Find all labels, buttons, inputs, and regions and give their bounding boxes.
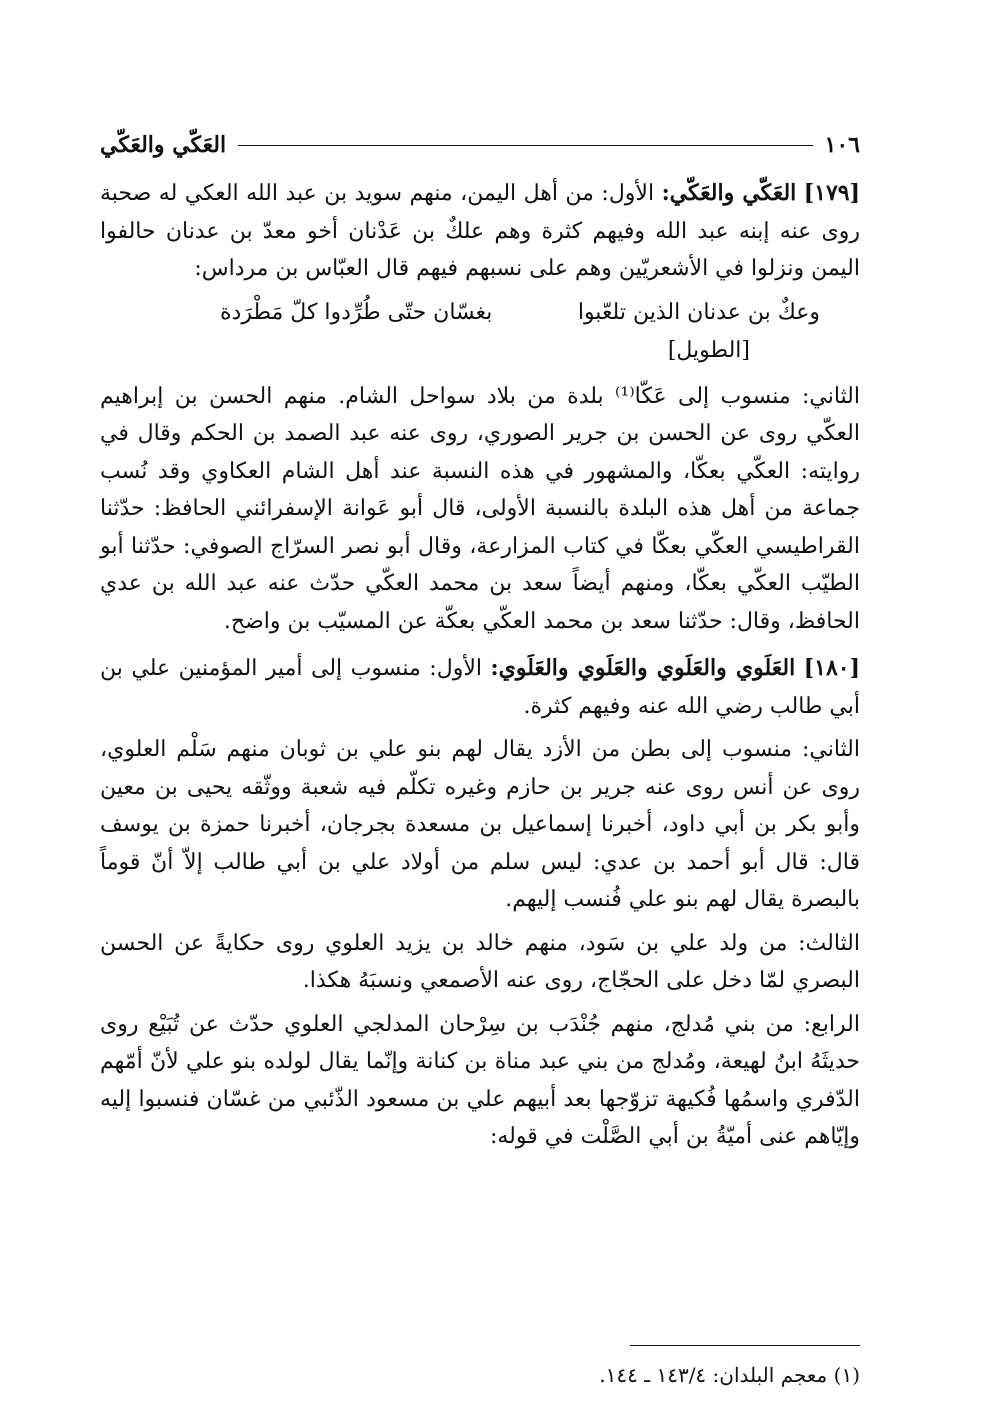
verse-meter: [الطويل] <box>667 337 750 363</box>
verse-right-hemistich: وعكٌ بن عدنان الذين تلعّبوا <box>577 299 820 325</box>
entry-179-title: العَكّي والعَكّي: <box>661 180 797 206</box>
entry-180-para-2: الثاني: منسوب إلى بطن من الأزد يقال لهم بنو علي بن ثوبان منهم سَلْم العلوي، روى عن أنس روى عنه جرير بن حازم وغيره تكلّم فيه شعبة ووثّقه يحيى بن معين وأبو بكر بن أبي داود، أخبرنا إسماعيل بن مسعدة بجرجان، أخبرنا حمزة بن يوسف قال: قال أبو أحمد بن عدي: ليس سلم من أولاد علي بن أبي طالب إلاّ أنّ قوماً بالبصرة يقال لهم بنو علي فُنسب إليهم. <box>100 737 860 912</box>
entry-180-title: العَلَوي والعَلَوي والعَلَوي والعَلَوي: <box>490 655 796 681</box>
entry-179-para-2: الثاني: منسوب إلى عَكّا⁽¹⁾ بلدة من بلاد سواحل الشام. منهم الحسن بن إبراهيم العكّي روى عن الحسن بن جرير الصوري، روى عنه عبد الصمد بن الحكم وقال في روايته: العكّي بعكّا، والمشهور في هذه النسبة عند أهل الشام العكاوي وقد نُسب جماعة من أهل هذه البلدة بالنسبة الأولى، قال أبو عَوانة الإسفرائني الحافظ: حدّثنا القراطيسي العكّي بعكّا في كتاب المزارعة، وقال أبو نصر السرّاج الصوفي: حدّثنا أبو الطيّب العكّي بعكّا، ومنهم أيضاً سعد بن محمد العكّي حدّث عنه عبد الله بن عدي الحافظ، وقال: حدّثنا سعد بن محمد العكّي بعكّة عن المسيّب بن واضح. <box>100 383 861 634</box>
book-page <box>100 125 861 1387</box>
page-number: ١٠٦ <box>824 132 860 158</box>
entry-179-para-1 <box>100 175 860 288</box>
entry-180-number: [١٨٠] <box>803 655 861 681</box>
entry-179-text-1: الأول: من أهل اليمن، منهم سويد بن عبد الله العكي له صحبة روى عنه إبنه عبد الله وفيهم كثرة وهم علكٌ بن عَدْنان أخو معدّ بن عدنان حالفوا اليمن ونزلوا في الأشعريّين وهم على نسبهم فيهم قال العبّاس بن مرداس: <box>100 181 860 281</box>
entry-180-para-4: الرابع: من بني مُدلج، منهم جُنْدَب بن سِرْحان المدلجي العلوي حدّث عن تُبَيْع روى حديثَهُ ابنُ لهيعة، ومُدلج من بني عبد مناة بن كنانة وإنّما يقال لولده بنو علي لأنّ أمّهم الدّفري واسمُها فُكيهة تزوّجها بعد أبيهم علي بن مسعود الذّئبي من غسّان فنسبوا إليه وإيّاهم عنى أميّةُ بن أبي الصَّلْت في قوله: <box>100 1011 860 1149</box>
footnote: (١) معجم البلدان: ١٤٣/٤ ـ ١٤٤. <box>599 1363 860 1387</box>
running-title: العَكّي والعَكّي <box>100 132 227 158</box>
entry-179-number: [١٧٩] <box>803 180 861 206</box>
verse-line <box>100 294 860 332</box>
footnote-rule <box>630 1345 860 1346</box>
entry-180-text-1: الأول: منسوب إلى أمير المؤمنين علي بن أبي طالب رضي الله عنه وفيهم كثرة. <box>100 656 860 719</box>
main-text <box>100 175 860 1156</box>
header-rule <box>238 145 812 146</box>
verse-left-hemistich: بغسّان حتّى طُرِّدوا كلّ مَطْرَدة <box>220 299 493 325</box>
entry-180-para-1 <box>100 650 860 725</box>
page-header <box>100 125 860 165</box>
entry-180-para-3: الثالث: من ولد علي بن سَود، منهم خالد بن يزيد العلوي روى حكايةً عن الحسن البصري لمّا دخل على الحجّاج، روى عنه الأصمعي ونسبَهُ هكذا. <box>100 930 860 993</box>
